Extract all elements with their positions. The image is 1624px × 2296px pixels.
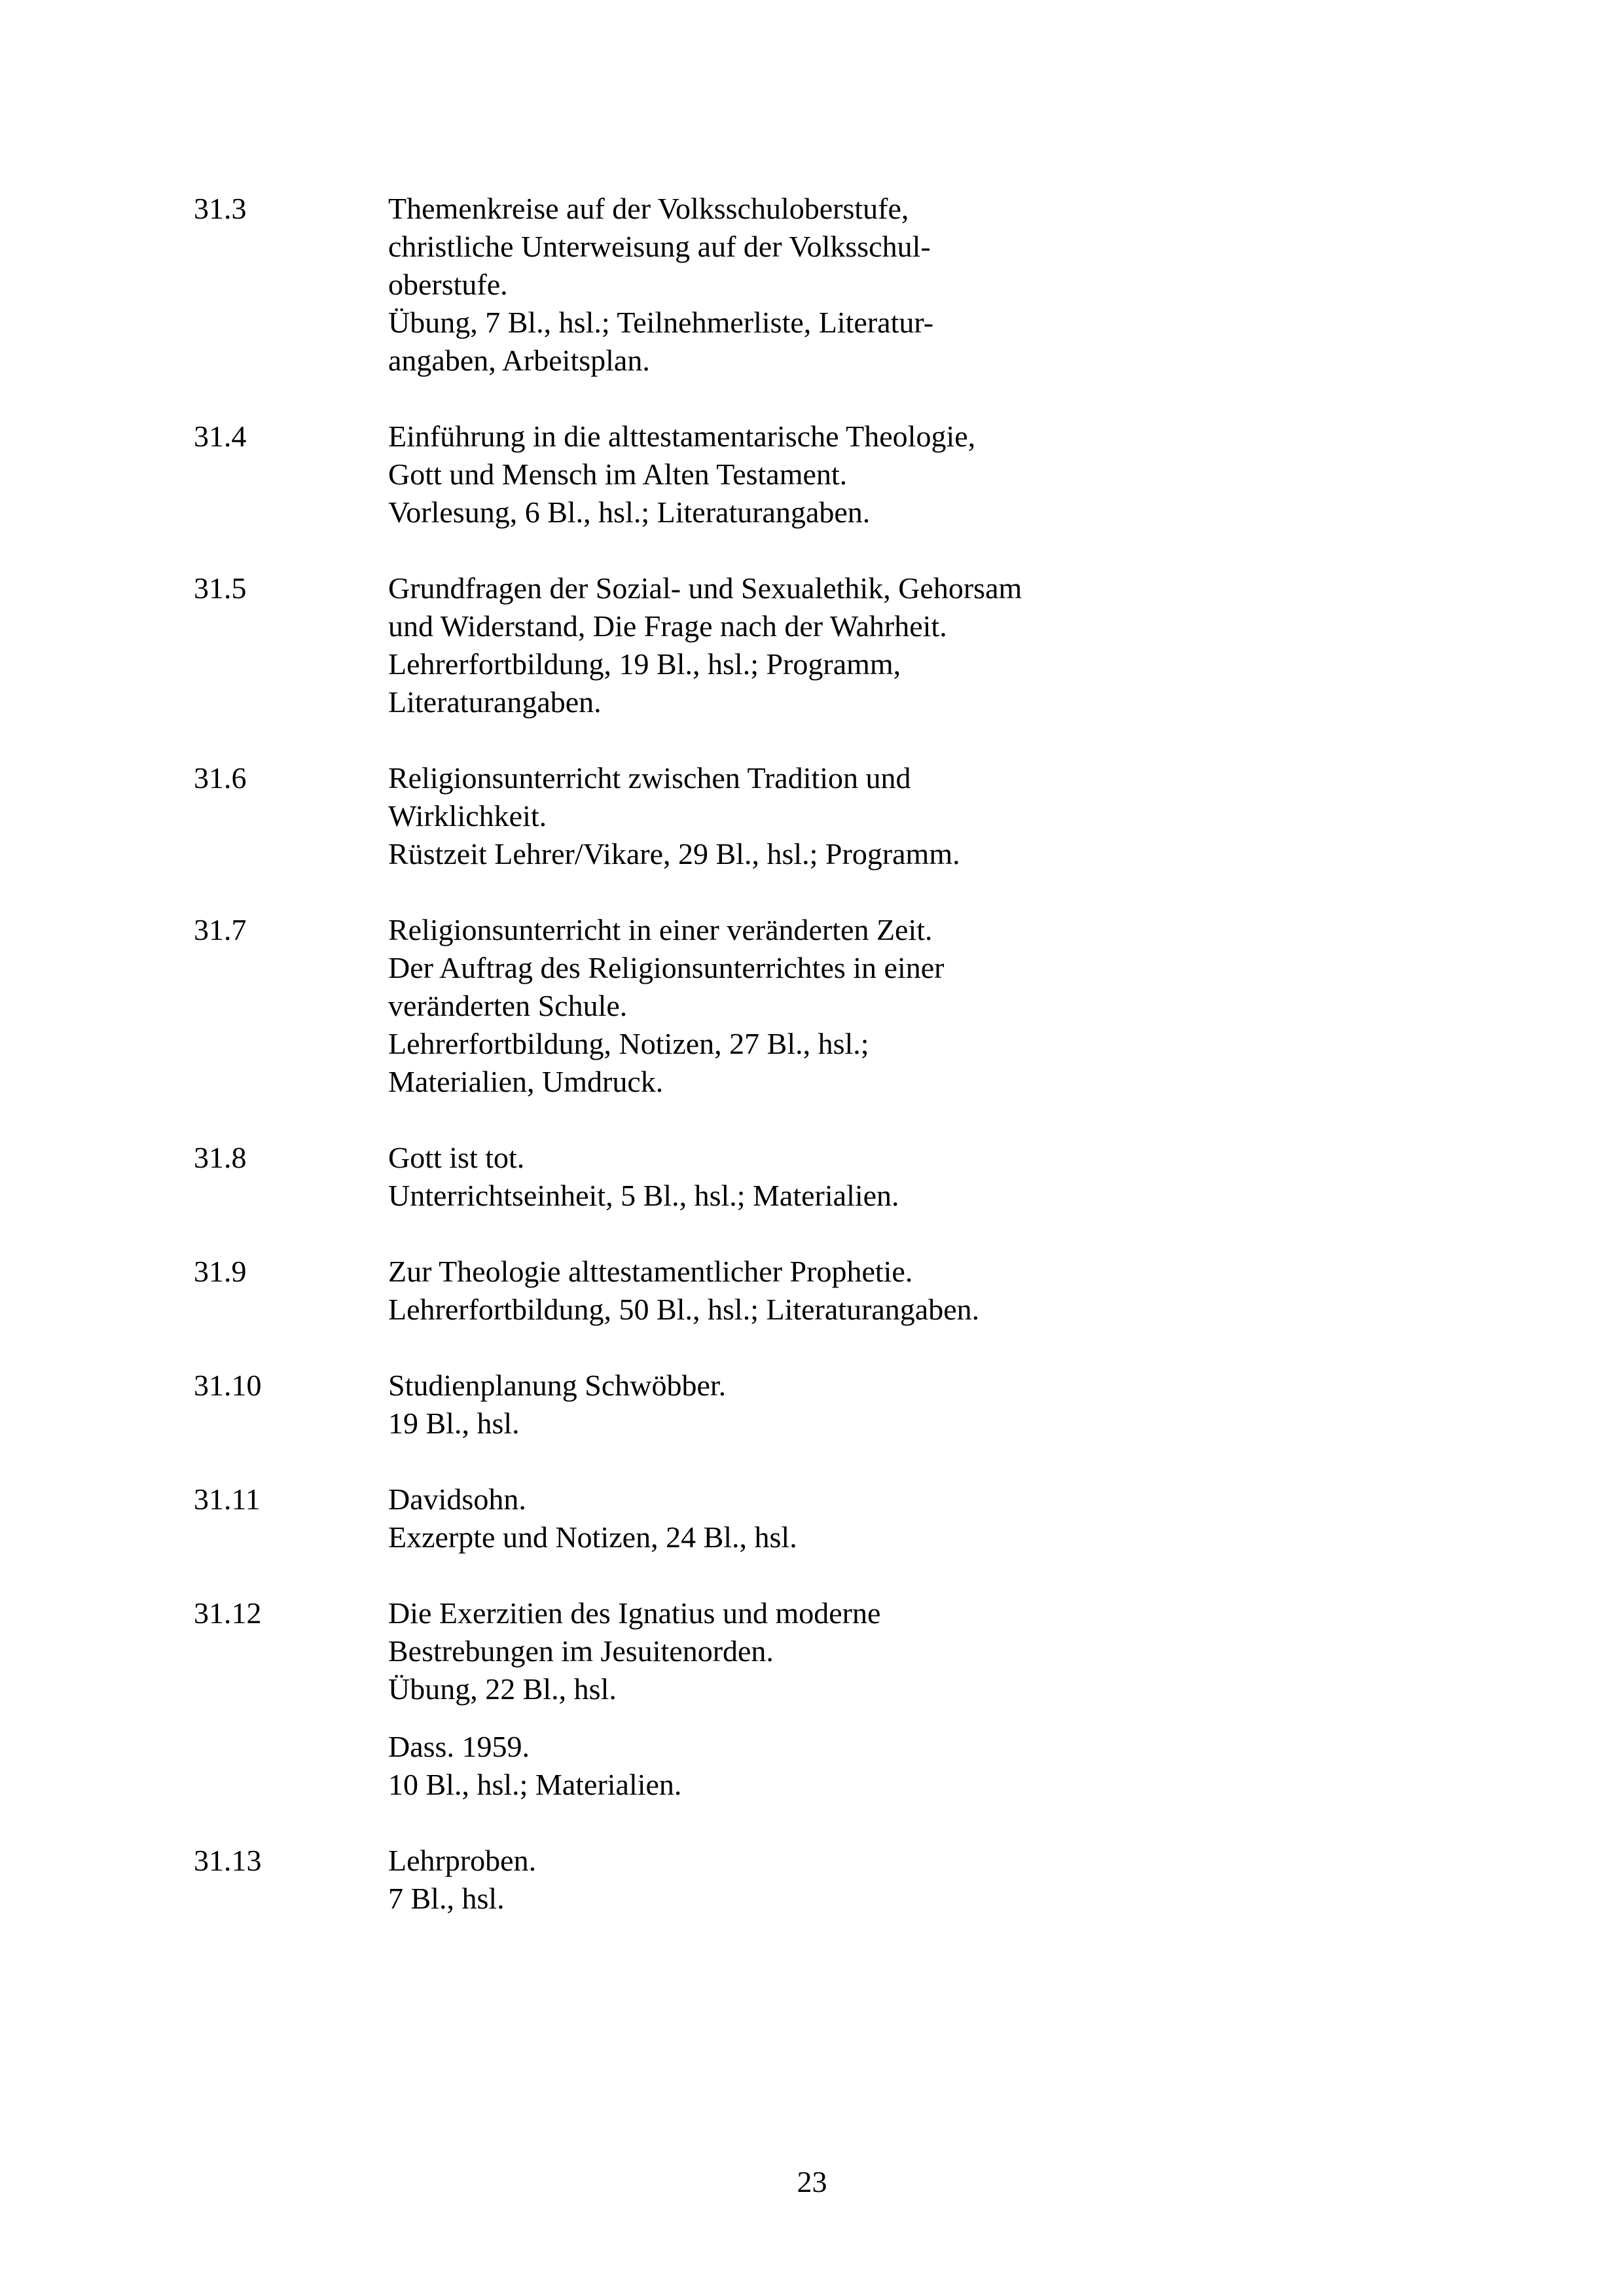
entry-text-line: 19 Bl., hsl.	[388, 1407, 520, 1440]
catalog-entry	[194, 569, 1437, 721]
entry-list	[194, 190, 1437, 1956]
entry-text-line: oberstufe.	[388, 268, 508, 301]
page-number: 23	[797, 2165, 827, 2198]
entry-description	[388, 569, 1437, 721]
entry-sub-item	[388, 1728, 1437, 1804]
catalog-entry	[194, 418, 1437, 531]
entry-description	[388, 1139, 1437, 1215]
catalog-entry	[194, 1367, 1437, 1443]
entry-text-line: christliche Unterweisung auf der Volksschul-	[388, 230, 931, 263]
entry-description	[388, 1842, 1437, 1918]
catalog-entry	[194, 1480, 1437, 1556]
entry-description	[388, 190, 1437, 380]
catalog-entry	[194, 1594, 1437, 1804]
entry-text-line: angaben, Arbeitsplan.	[388, 344, 650, 377]
entry-text-line: Zur Theologie alttestamentlicher Prophetie.	[388, 1255, 913, 1288]
entry-text-line: Bestrebungen im Jesuitenorden.	[388, 1634, 774, 1668]
entry-description	[388, 1480, 1437, 1556]
entry-text-line: Lehrerfortbildung, 50 Bl., hsl.; Literaturangaben.	[388, 1293, 980, 1326]
entry-sub-text-line: Dass. 1959.	[388, 1730, 530, 1763]
entry-number: 31.5	[194, 571, 247, 605]
entry-number: 31.6	[194, 761, 247, 795]
catalog-entry	[194, 1139, 1437, 1215]
entry-description	[388, 911, 1437, 1101]
entry-number: 31.12	[194, 1596, 262, 1630]
entry-text-line: Studienplanung Schwöbber.	[388, 1369, 727, 1402]
entry-number: 31.13	[194, 1844, 262, 1877]
entry-description	[388, 1253, 1437, 1329]
entry-text-line: Gott ist tot.	[388, 1141, 525, 1174]
catalog-entry	[194, 1842, 1437, 1918]
entry-description	[388, 1367, 1437, 1443]
catalog-entry	[194, 1253, 1437, 1329]
entry-number: 31.10	[194, 1369, 262, 1402]
entry-number: 31.4	[194, 420, 247, 453]
catalog-entry	[194, 911, 1437, 1101]
catalog-entry	[194, 759, 1437, 873]
entry-text-line: 7 Bl., hsl.	[388, 1882, 505, 1915]
catalog-entry	[194, 190, 1437, 380]
entry-text-line: Rüstzeit Lehrer/Vikare, 29 Bl., hsl.; Programm.	[388, 837, 960, 870]
entry-number: 31.7	[194, 913, 247, 946]
entry-text-line: Der Auftrag des Religionsunterrichtes in einer	[388, 951, 945, 984]
entry-text-line: Wirklichkeit.	[388, 799, 547, 833]
entry-text-line: Themenkreise auf der Volksschuloberstufe,	[388, 192, 909, 225]
entry-text-line: Lehrproben.	[388, 1844, 537, 1877]
entry-text-line: Grundfragen der Sozial- und Sexualethik, Gehorsam	[388, 571, 1022, 605]
entry-text-line: Lehrerfortbildung, 19 Bl., hsl.; Programm,	[388, 647, 901, 681]
entry-text-line: Religionsunterricht in einer veränderten Zeit.	[388, 913, 933, 946]
entry-number: 31.3	[194, 192, 247, 225]
entry-description	[388, 759, 1437, 873]
entry-text-line: Unterrichtseinheit, 5 Bl., hsl.; Materialien.	[388, 1179, 899, 1212]
entry-description	[388, 1594, 1437, 1804]
entry-text-line: Übung, 22 Bl., hsl.	[388, 1672, 617, 1706]
entry-text-line: Gott und Mensch im Alten Testament.	[388, 457, 848, 491]
entry-text-line: Exzerpte und Notizen, 24 Bl., hsl.	[388, 1520, 797, 1554]
entry-number: 31.8	[194, 1141, 247, 1174]
entry-text-line: Lehrerfortbildung, Notizen, 27 Bl., hsl.;	[388, 1027, 869, 1060]
entry-description	[388, 418, 1437, 531]
entry-text-line: Religionsunterricht zwischen Tradition und	[388, 761, 911, 795]
entry-text-line: Übung, 7 Bl., hsl.; Teilnehmerliste, Literatur-	[388, 306, 934, 339]
entry-text-line: Einführung in die alttestamentarische Theologie,	[388, 420, 976, 453]
entry-text-line: Literaturangaben.	[388, 685, 602, 719]
entry-sub-text-line: 10 Bl., hsl.; Materialien.	[388, 1768, 682, 1801]
entry-text-line: Vorlesung, 6 Bl., hsl.; Literaturangaben.	[388, 495, 871, 529]
entry-text-line: und Widerstand, Die Frage nach der Wahrheit.	[388, 609, 947, 643]
entry-text-line: veränderten Schule.	[388, 989, 628, 1022]
entry-number: 31.11	[194, 1482, 261, 1516]
entry-number: 31.9	[194, 1255, 247, 1288]
entry-text-line: Davidsohn.	[388, 1482, 526, 1516]
entry-text-line: Materialien, Umdruck.	[388, 1065, 664, 1098]
entry-text-line: Die Exerzitien des Ignatius und moderne	[388, 1596, 881, 1630]
